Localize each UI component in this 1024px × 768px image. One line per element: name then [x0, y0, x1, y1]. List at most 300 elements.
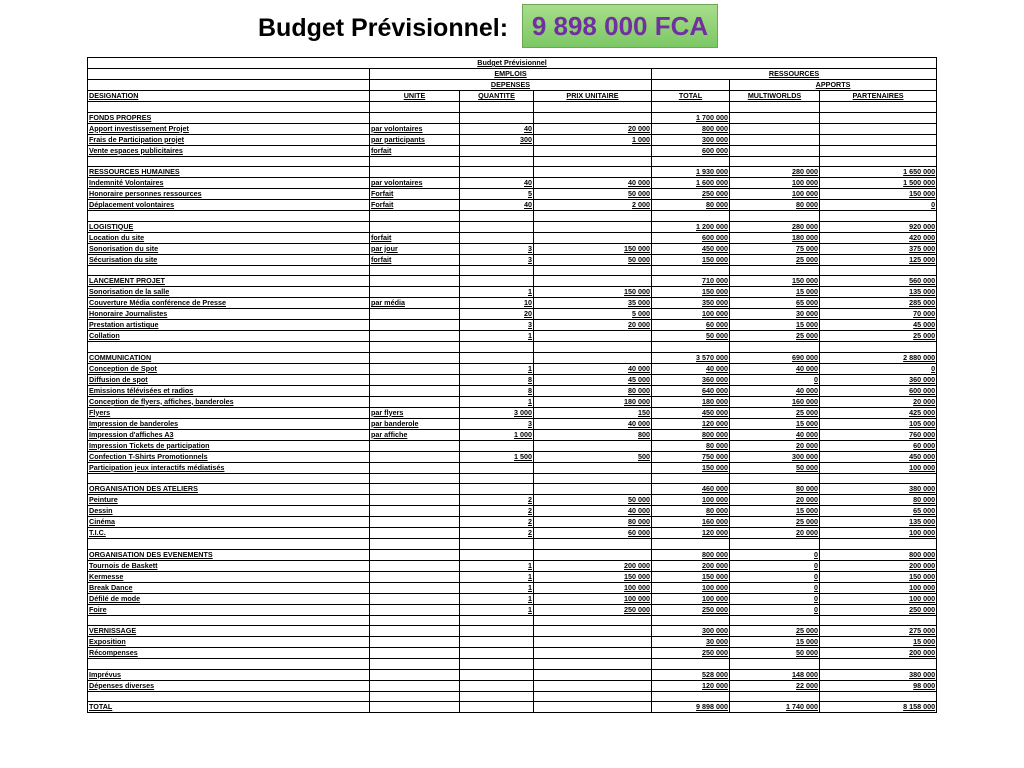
cell-designation: Dessin	[88, 506, 370, 517]
cell-multiworlds	[730, 134, 820, 145]
cell-designation: Sonorisation de la salle	[88, 287, 370, 298]
cell-quantite	[460, 167, 534, 178]
cell-unite	[370, 648, 460, 659]
cell-unite: Forfait	[370, 200, 460, 211]
cell-partenaires: 1 650 000	[820, 167, 937, 178]
cell-unite	[370, 702, 460, 713]
empty-cell	[88, 539, 370, 550]
cell-quantite: 8	[460, 374, 534, 385]
cell-prix-unitaire: 20 000	[534, 123, 652, 134]
cell-quantite: 3	[460, 418, 534, 429]
cell-partenaires: 2 880 000	[820, 352, 937, 363]
cell-designation: ORGANISATION DES EVENEMENTS	[88, 549, 370, 560]
cell-unite	[370, 462, 460, 473]
cell-prix-unitaire: 800	[534, 429, 652, 440]
cell-quantite	[460, 549, 534, 560]
cell-total: 250 000	[652, 648, 730, 659]
cell-prix-unitaire	[534, 221, 652, 232]
cell-partenaires: 560 000	[820, 276, 937, 287]
spacer-row	[88, 539, 937, 550]
empty-cell	[730, 615, 820, 626]
cell-partenaires: 600 000	[820, 385, 937, 396]
cell-partenaires: 125 000	[820, 254, 937, 265]
cell-unite: par volontaires	[370, 123, 460, 134]
cell-multiworlds: 160 000	[730, 396, 820, 407]
cell-unite: par flyers	[370, 407, 460, 418]
cell-total: 120 000	[652, 528, 730, 539]
cell-partenaires: 25 000	[820, 331, 937, 342]
cell-unite	[370, 484, 460, 495]
cell-unite	[370, 396, 460, 407]
cell-partenaires: 1 500 000	[820, 178, 937, 189]
cell-total: 150 000	[652, 462, 730, 473]
spacer-row	[88, 211, 937, 222]
cell-total: 1 600 000	[652, 178, 730, 189]
spacer-row	[88, 615, 937, 626]
cell-partenaires: 135 000	[820, 517, 937, 528]
table-row	[88, 178, 937, 189]
cell-total: 300 000	[652, 626, 730, 637]
cell-quantite	[460, 702, 534, 713]
cell-quantite: 2	[460, 517, 534, 528]
empty-cell	[534, 265, 652, 276]
spacer-row	[88, 659, 937, 670]
cell-partenaires	[820, 123, 937, 134]
cell-designation: VERNISSAGE	[88, 626, 370, 637]
empty-cell	[534, 659, 652, 670]
table-row	[88, 363, 937, 374]
cell-total: 100 000	[652, 593, 730, 604]
empty-cell	[88, 265, 370, 276]
cell-multiworlds: 15 000	[730, 637, 820, 648]
cell-total: 150 000	[652, 571, 730, 582]
cell-quantite: 5	[460, 189, 534, 200]
cell-multiworlds: 0	[730, 593, 820, 604]
cell-total: 350 000	[652, 298, 730, 309]
apports-header: APPORTS	[730, 80, 937, 91]
cell-prix-unitaire	[534, 648, 652, 659]
cell-multiworlds: 100 000	[730, 178, 820, 189]
empty-cell	[730, 691, 820, 702]
cell-quantite: 1	[460, 604, 534, 615]
table-row	[88, 189, 937, 200]
table-caption-row	[88, 58, 937, 69]
spacer-row	[88, 473, 937, 484]
table-row	[88, 331, 937, 342]
cell-unite	[370, 276, 460, 287]
empty-cell	[460, 342, 534, 353]
cell-partenaires: 800 000	[820, 549, 937, 560]
cell-partenaires: 100 000	[820, 593, 937, 604]
cell-multiworlds: 20 000	[730, 440, 820, 451]
cell-quantite: 1 000	[460, 429, 534, 440]
cell-quantite: 2	[460, 528, 534, 539]
depenses-header: DEPENSES	[370, 80, 652, 91]
empty-cell	[460, 539, 534, 550]
cell-prix-unitaire	[534, 462, 652, 473]
cell-quantite: 2	[460, 495, 534, 506]
table-row	[88, 680, 937, 691]
empty-cell	[820, 342, 937, 353]
empty-cell	[820, 156, 937, 167]
cell-total: 360 000	[652, 374, 730, 385]
cell-partenaires: 150 000	[820, 189, 937, 200]
cell-total: 250 000	[652, 189, 730, 200]
cell-prix-unitaire	[534, 440, 652, 451]
cell-total: 528 000	[652, 669, 730, 680]
cell-designation: Dépenses diverses	[88, 680, 370, 691]
empty-cell	[652, 156, 730, 167]
cell-quantite: 3	[460, 254, 534, 265]
cell-quantite	[460, 484, 534, 495]
cell-quantite: 1	[460, 363, 534, 374]
cell-designation: Confection T-Shirts Promotionnels	[88, 451, 370, 462]
cell-multiworlds: 80 000	[730, 484, 820, 495]
cell-unite: forfait	[370, 232, 460, 243]
empty-cell	[534, 211, 652, 222]
cell-prix-unitaire: 200 000	[534, 560, 652, 571]
cell-partenaires: 0	[820, 200, 937, 211]
cell-quantite: 20	[460, 309, 534, 320]
cell-unite	[370, 320, 460, 331]
empty-cell	[730, 156, 820, 167]
empty-cell	[820, 265, 937, 276]
cell-designation: Exposition	[88, 637, 370, 648]
table-row	[88, 374, 937, 385]
cell-total: 450 000	[652, 407, 730, 418]
empty-cell	[820, 539, 937, 550]
cell-designation: Sécurisation du site	[88, 254, 370, 265]
cell-total: 1 200 000	[652, 221, 730, 232]
empty-cell	[820, 691, 937, 702]
column-header-partenaires: PARTENAIRES	[820, 91, 937, 102]
cell-quantite	[460, 648, 534, 659]
empty-cell	[370, 691, 460, 702]
cell-prix-unitaire	[534, 145, 652, 156]
cell-multiworlds: 75 000	[730, 243, 820, 254]
cell-total: 450 000	[652, 243, 730, 254]
cell-quantite: 300	[460, 134, 534, 145]
cell-partenaires	[820, 112, 937, 123]
cell-unite	[370, 374, 460, 385]
cell-multiworlds: 80 000	[730, 200, 820, 211]
cell-multiworlds: 15 000	[730, 418, 820, 429]
cell-unite: forfait	[370, 254, 460, 265]
cell-designation: Frais de Participation projet	[88, 134, 370, 145]
cell-multiworlds: 25 000	[730, 626, 820, 637]
cell-unite	[370, 680, 460, 691]
table-row	[88, 506, 937, 517]
cell-multiworlds: 1 740 000	[730, 702, 820, 713]
cell-partenaires: 380 000	[820, 484, 937, 495]
cell-total: 80 000	[652, 506, 730, 517]
cell-partenaires: 20 000	[820, 396, 937, 407]
title-row	[0, 0, 1024, 56]
cell-multiworlds: 0	[730, 582, 820, 593]
table-row	[88, 560, 937, 571]
spacer-row	[88, 156, 937, 167]
cell-partenaires: 100 000	[820, 582, 937, 593]
cell-designation: Impression de banderoles	[88, 418, 370, 429]
table-row	[88, 582, 937, 593]
cell-quantite	[460, 112, 534, 123]
cell-total: 600 000	[652, 145, 730, 156]
cell-unite	[370, 352, 460, 363]
cell-partenaires: 450 000	[820, 451, 937, 462]
empty-cell	[730, 265, 820, 276]
cell-unite	[370, 549, 460, 560]
table-row	[88, 287, 937, 298]
cell-unite	[370, 593, 460, 604]
cell-multiworlds: 0	[730, 604, 820, 615]
empty-cell	[652, 102, 730, 113]
empty-cell	[370, 156, 460, 167]
table-row	[88, 200, 937, 211]
cell-multiworlds: 0	[730, 374, 820, 385]
cell-multiworlds: 65 000	[730, 298, 820, 309]
cell-unite	[370, 604, 460, 615]
cell-unite	[370, 560, 460, 571]
cell-multiworlds: 22 000	[730, 680, 820, 691]
cell-partenaires: 250 000	[820, 604, 937, 615]
cell-prix-unitaire: 35 000	[534, 298, 652, 309]
cell-designation: Apport investissement Projet	[88, 123, 370, 134]
cell-partenaires: 98 000	[820, 680, 937, 691]
cell-total: 100 000	[652, 309, 730, 320]
table-group-row	[88, 69, 937, 80]
cell-total: 1 700 000	[652, 112, 730, 123]
cell-multiworlds: 148 000	[730, 669, 820, 680]
empty-cell	[652, 342, 730, 353]
cell-partenaires: 150 000	[820, 571, 937, 582]
cell-designation: Emissions télévisées et radios	[88, 385, 370, 396]
empty-cell	[88, 69, 370, 80]
cell-unite	[370, 309, 460, 320]
cell-prix-unitaire: 150 000	[534, 287, 652, 298]
cell-partenaires: 65 000	[820, 506, 937, 517]
cell-prix-unitaire: 1 000	[534, 134, 652, 145]
empty-cell	[820, 659, 937, 670]
column-header-total: TOTAL	[652, 91, 730, 102]
empty-cell	[652, 615, 730, 626]
cell-unite	[370, 571, 460, 582]
cell-designation: Récompenses	[88, 648, 370, 659]
cell-multiworlds: 30 000	[730, 309, 820, 320]
cell-designation: Conception de flyers, affiches, banderoles	[88, 396, 370, 407]
cell-quantite: 8	[460, 385, 534, 396]
cell-multiworlds: 15 000	[730, 320, 820, 331]
cell-total: 9 898 000	[652, 702, 730, 713]
cell-quantite: 3	[460, 320, 534, 331]
empty-cell	[534, 156, 652, 167]
cell-unite	[370, 221, 460, 232]
cell-multiworlds	[730, 112, 820, 123]
cell-quantite: 40	[460, 200, 534, 211]
cell-designation: Honoraire personnes ressources	[88, 189, 370, 200]
cell-designation: Impression Tickets de participation	[88, 440, 370, 451]
cell-quantite	[460, 637, 534, 648]
cell-prix-unitaire	[534, 549, 652, 560]
column-header-prix-unitaire: PRIX UNITAIRE	[534, 91, 652, 102]
table-caption: Budget Prévisionnel	[88, 58, 937, 69]
cell-partenaires: 45 000	[820, 320, 937, 331]
cell-quantite: 1	[460, 331, 534, 342]
table-row	[88, 396, 937, 407]
cell-prix-unitaire: 150 000	[534, 571, 652, 582]
empty-cell	[88, 102, 370, 113]
cell-designation: Couverture Média conférence de Presse	[88, 298, 370, 309]
cell-partenaires: 760 000	[820, 429, 937, 440]
cell-unite	[370, 440, 460, 451]
cell-prix-unitaire	[534, 352, 652, 363]
cell-quantite: 1	[460, 582, 534, 593]
cell-unite	[370, 626, 460, 637]
cell-multiworlds: 25 000	[730, 407, 820, 418]
cell-designation: Participation jeux interactifs médiatisés	[88, 462, 370, 473]
section-title-row	[88, 112, 937, 123]
cell-prix-unitaire	[534, 702, 652, 713]
spacer-row	[88, 265, 937, 276]
section-title-row	[88, 276, 937, 287]
cell-unite	[370, 495, 460, 506]
empty-cell	[820, 473, 937, 484]
cell-total: 150 000	[652, 287, 730, 298]
cell-designation: Vente espaces publicitaires	[88, 145, 370, 156]
cell-partenaires: 105 000	[820, 418, 937, 429]
ressources-header: RESSOURCES	[652, 69, 937, 80]
table-row	[88, 418, 937, 429]
cell-designation: Conception de Spot	[88, 363, 370, 374]
cell-total: 3 570 000	[652, 352, 730, 363]
cell-multiworlds: 100 000	[730, 189, 820, 200]
cell-partenaires: 360 000	[820, 374, 937, 385]
cell-prix-unitaire: 20 000	[534, 320, 652, 331]
cell-designation: Honoraire Journalistes	[88, 309, 370, 320]
cell-prix-unitaire: 150	[534, 407, 652, 418]
cell-quantite	[460, 352, 534, 363]
cell-unite	[370, 517, 460, 528]
spacer-row	[88, 342, 937, 353]
cell-total: 800 000	[652, 549, 730, 560]
cell-designation: Flyers	[88, 407, 370, 418]
cell-quantite	[460, 440, 534, 451]
cell-total: 460 000	[652, 484, 730, 495]
cell-partenaires	[820, 145, 937, 156]
column-header-quantite: QUANTITE	[460, 91, 534, 102]
table-row	[88, 243, 937, 254]
cell-quantite	[460, 462, 534, 473]
cell-total: 710 000	[652, 276, 730, 287]
cell-designation: COMMUNICATION	[88, 352, 370, 363]
cell-unite	[370, 112, 460, 123]
table-row	[88, 123, 937, 134]
cell-designation: Cinéma	[88, 517, 370, 528]
section-title-row	[88, 352, 937, 363]
cell-partenaires: 80 000	[820, 495, 937, 506]
cell-quantite: 3	[460, 243, 534, 254]
cell-total: 600 000	[652, 232, 730, 243]
cell-unite	[370, 287, 460, 298]
cell-prix-unitaire: 5 000	[534, 309, 652, 320]
cell-partenaires: 8 158 000	[820, 702, 937, 713]
empty-cell	[460, 691, 534, 702]
empty-cell	[460, 156, 534, 167]
cell-multiworlds: 25 000	[730, 517, 820, 528]
cell-quantite: 1	[460, 560, 534, 571]
cell-unite: par affiche	[370, 429, 460, 440]
cell-designation: T.I.C.	[88, 528, 370, 539]
empty-cell	[534, 691, 652, 702]
empty-cell	[652, 659, 730, 670]
cell-total: 160 000	[652, 517, 730, 528]
cell-quantite: 10	[460, 298, 534, 309]
cell-multiworlds: 690 000	[730, 352, 820, 363]
table-row	[88, 407, 937, 418]
empty-cell	[652, 539, 730, 550]
cell-multiworlds: 25 000	[730, 254, 820, 265]
cell-partenaires: 70 000	[820, 309, 937, 320]
cell-partenaires	[820, 134, 937, 145]
empty-cell	[730, 539, 820, 550]
empty-cell	[730, 211, 820, 222]
cell-prix-unitaire	[534, 331, 652, 342]
table-row	[88, 517, 937, 528]
empty-cell	[820, 211, 937, 222]
cell-designation: Break Dance	[88, 582, 370, 593]
cell-prix-unitaire: 80 000	[534, 517, 652, 528]
cell-partenaires: 285 000	[820, 298, 937, 309]
cell-total: 150 000	[652, 254, 730, 265]
section-title-row	[88, 484, 937, 495]
cell-quantite	[460, 669, 534, 680]
cell-quantite: 1	[460, 287, 534, 298]
cell-prix-unitaire	[534, 637, 652, 648]
empty-cell	[534, 473, 652, 484]
cell-unite	[370, 637, 460, 648]
spacer-row	[88, 691, 937, 702]
cell-prix-unitaire	[534, 626, 652, 637]
cell-total: 30 000	[652, 637, 730, 648]
empty-cell	[534, 539, 652, 550]
table-row	[88, 232, 937, 243]
cell-partenaires: 420 000	[820, 232, 937, 243]
empty-cell	[820, 615, 937, 626]
cell-quantite: 2	[460, 506, 534, 517]
table-row	[88, 309, 937, 320]
cell-unite	[370, 451, 460, 462]
cell-multiworlds: 300 000	[730, 451, 820, 462]
cell-total: 250 000	[652, 604, 730, 615]
cell-prix-unitaire: 80 000	[534, 385, 652, 396]
cell-quantite: 3 000	[460, 407, 534, 418]
cell-prix-unitaire	[534, 484, 652, 495]
table-row	[88, 528, 937, 539]
cell-partenaires: 920 000	[820, 221, 937, 232]
budget-table-body	[88, 58, 937, 713]
empty-cell	[460, 659, 534, 670]
cell-multiworlds: 50 000	[730, 648, 820, 659]
column-header-unite: UNITE	[370, 91, 460, 102]
cell-multiworlds: 25 000	[730, 331, 820, 342]
cell-total: 120 000	[652, 680, 730, 691]
cell-unite: forfait	[370, 145, 460, 156]
section-title-row	[88, 221, 937, 232]
cell-designation: Tournois de Baskett	[88, 560, 370, 571]
cell-unite	[370, 669, 460, 680]
empty-cell	[88, 615, 370, 626]
cell-prix-unitaire: 100 000	[534, 582, 652, 593]
cell-quantite	[460, 145, 534, 156]
